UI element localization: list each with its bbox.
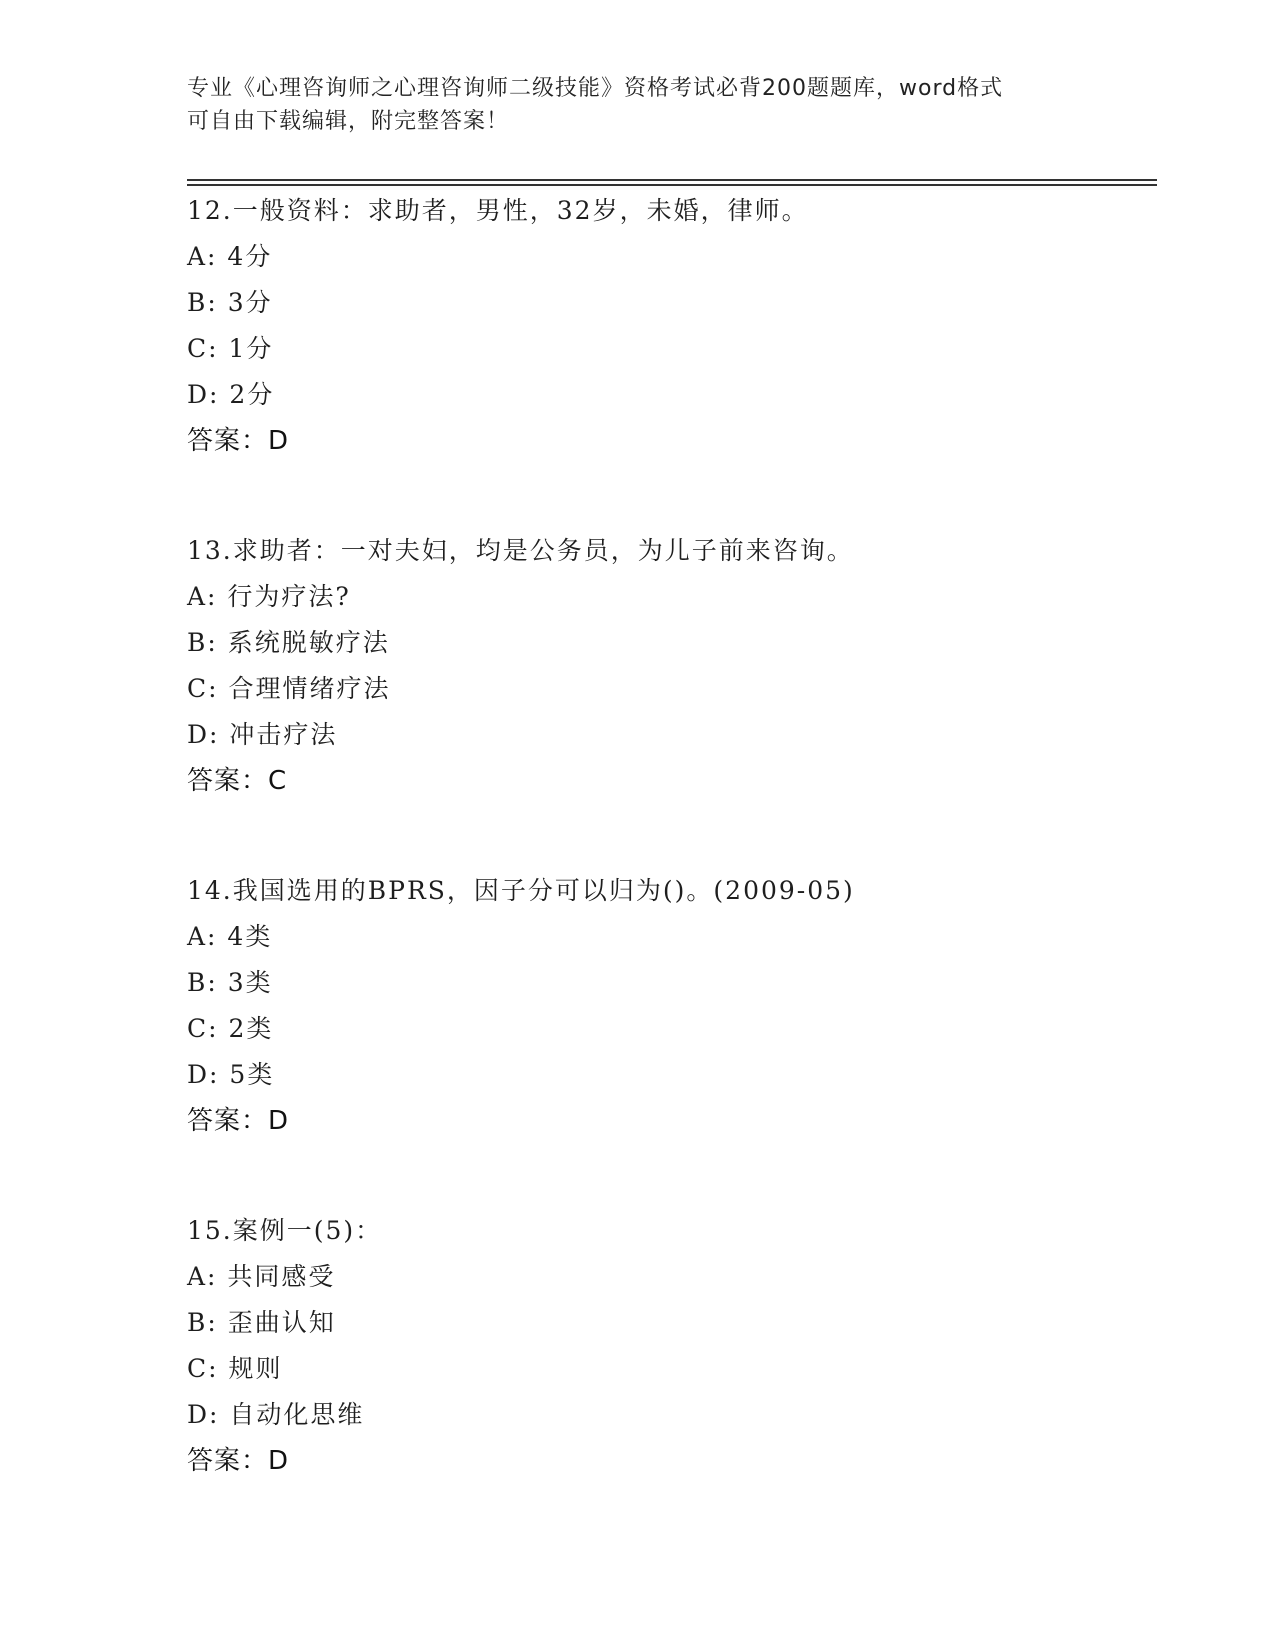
option-a: A: 行为疗法?: [187, 582, 351, 611]
header-title-line-2: 可自由下载编辑，附完整答案！: [187, 109, 510, 134]
question-stem: 14.我国选用的BPRS，因子分可以归为()。(2009-05): [187, 876, 855, 905]
question-item: [187, 528, 1157, 804]
option-c: C: 规则: [187, 1354, 283, 1383]
option-b: B: 3类: [187, 968, 273, 997]
header-divider-top: [187, 179, 1157, 181]
answer-line: 答案：D: [187, 426, 290, 456]
option-c: C: 1分: [187, 334, 274, 363]
option-b: B: 3分: [187, 288, 273, 317]
question-item: [187, 868, 1157, 1144]
option-b: B: 歪曲认知: [187, 1308, 336, 1337]
option-c: C: 合理情绪疗法: [187, 674, 391, 703]
option-a: A: 4类: [187, 922, 273, 951]
question-stem: 15.案例一(5)：: [187, 1216, 383, 1245]
question-stem: 12.一般资料：求助者，男性，32岁，未婚，律师。: [187, 196, 809, 225]
header-title-line-1: 专业《心理咨询师之心理咨询师二级技能》资格考试必背200题题库，word格式: [187, 76, 1004, 101]
option-b: B: 系统脱敏疗法: [187, 628, 390, 657]
option-d: D: 冲击疗法: [187, 720, 338, 749]
question-item: [187, 1208, 1157, 1484]
option-d: D: 自动化思维: [187, 1400, 365, 1429]
question-item: [187, 188, 1157, 464]
answer-line: 答案：D: [187, 1106, 290, 1136]
option-a: A: 4分: [187, 242, 273, 271]
question-stem: 13.求助者：一对夫妇，均是公务员，为儿子前来咨询。: [187, 536, 854, 565]
option-a: A: 共同感受: [187, 1262, 336, 1291]
header-divider-bottom: [187, 184, 1157, 186]
answer-line: 答案：D: [187, 1446, 290, 1476]
option-c: C: 2类: [187, 1014, 274, 1043]
document-header: [187, 72, 1087, 138]
option-d: D: 5类: [187, 1060, 275, 1089]
question-list: [187, 188, 1157, 1548]
option-d: D: 2分: [187, 380, 275, 409]
answer-line: 答案：C: [187, 766, 288, 796]
